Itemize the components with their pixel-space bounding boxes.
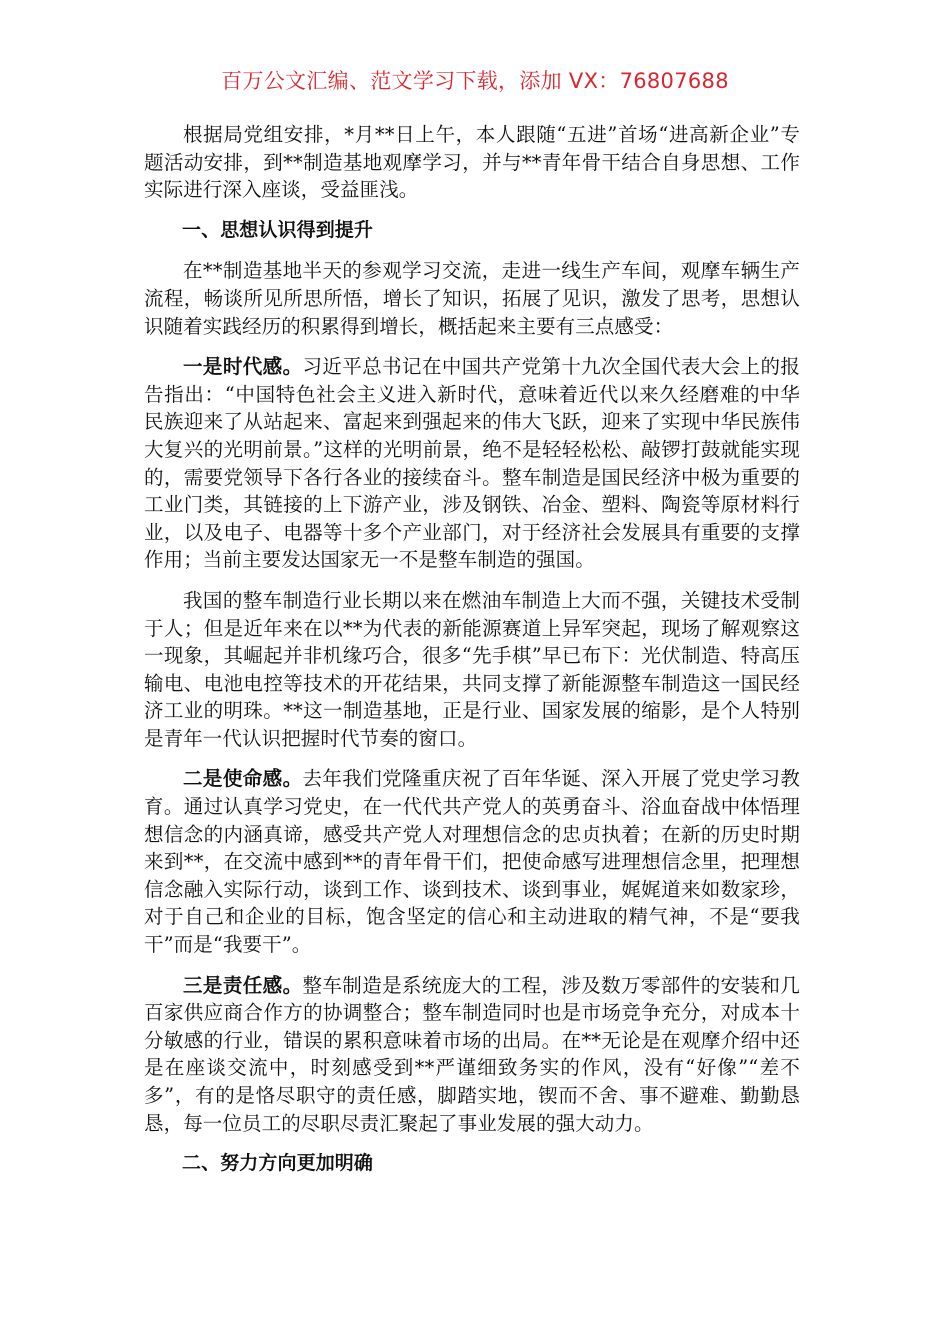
point-3-lead: 三是责任感。 — [183, 973, 303, 997]
section-1-intro-paragraph: 在**制造基地半天的参观学习交流，走进一线生产车间，观摩车辆生产流程，畅谈所见所思所悟，增长了知识，拓展了见识，激发了思考，思想认识随着实践经历的积累得到增长，概括起来主要有三点感受： — [144, 259, 800, 338]
document-body — [144, 121, 800, 1191]
point-1-paragraph — [144, 353, 800, 574]
point-2-paragraph — [144, 765, 800, 958]
point-2-lead: 二是使命感。 — [183, 767, 303, 791]
point-1-text: 习近平总书记在中国共产党第十九次全国代表大会上的报告指出：“中国特色社会主义进入新时代，意味着近代以来久经磨难的中华民族迎来了从站起来、富起来到强起来的伟大飞跃，迎来了实现中华民族伟大复兴的光明前景。”这样的光明前景，绝不是轻轻松松、敲锣打鼓就能实现的，需要党领导下各行各业的接续奋斗。整车制造是国民经济中极为重要的工业门类，其链接的上下游产业，涉及钢铁、冶金、塑料、陶瓷等原材料行业，以及电子、电器等十多个产业部门，对于经济社会发展具有重要的支撑作用；当前主要发达国家无一不是整车制造的强国。 — [144, 355, 800, 572]
point-1-lead: 一是时代感。 — [183, 355, 303, 379]
point-2-text: 去年我们党隆重庆祝了百年华诞、深入开展了党史学习教育。通过认真学习党史，在一代代共产党人的英勇奋斗、浴血奋战中体悟理想信念的内涵真谛，感受共产党人对理想信念的忠贞执着；在新的历史时期来到**，在交流中感到**的青年骨干们，把使命感写进理想信念里，把理想信念融入实际行动，谈到工作、谈到技术、谈到事业，娓娓道来如数家珍，对于自己和企业的目标，饱含坚定的信心和主动进取的精气神，不是“要我干”而是“我要干”。 — [144, 767, 800, 957]
section-1-heading: 一、思想认识得到提升 — [182, 218, 374, 241]
section-2-heading: 二、努力方向更加明确 — [182, 1152, 374, 1175]
intro-paragraph: 根据局党组安排，*月**日上午，本人跟随“五进”首场“进高新企业”专题活动安排，到**制造基地观摩学习，并与**青年骨干结合自身思想、工作实际进行深入座谈，受益匪浅。 — [144, 123, 800, 202]
point-3-paragraph — [144, 972, 800, 1138]
point-3-text: 整车制造是系统庞大的工程，涉及数万零部件的安装和几百家供应商合作方的协调整合；整车制造同时也是市场竞争充分，对成本十分敏感的行业，错误的累积意味着市场的出局。在**无论是在观摩介绍中还是在座谈交流中，时刻感受到**严谨细致务实的作风，没有“好像”“差不多”，有的是恪尽职守的责任感，脚踏实地，锲而不舍、事不避难、勤勤恳恳，每一位员工的尽职尽责汇聚起了事业发展的强大动力。 — [144, 973, 800, 1135]
point-1-continued-paragraph: 我国的整车制造行业长期以来在燃油车制造上大而不强，关键技术受制于人；但是近年来在以**为代表的新能源赛道上异军突起，现场了解观察这一现象，其崛起并非机缘巧合，很多“先手棋”早已布下：光伏制造、特高压输电、电池电控等技术的开花结果，共同支撑了新能源整车制造这一国民经济工业的明珠。**这一制造基地，正是行业、国家发展的缩影，是个人特别是青年一代认识把握时代节奏的窗口。 — [144, 588, 800, 750]
download-banner: 百万公文汇编、范文学习下载，添加 VX：76807688 — [221, 69, 729, 93]
